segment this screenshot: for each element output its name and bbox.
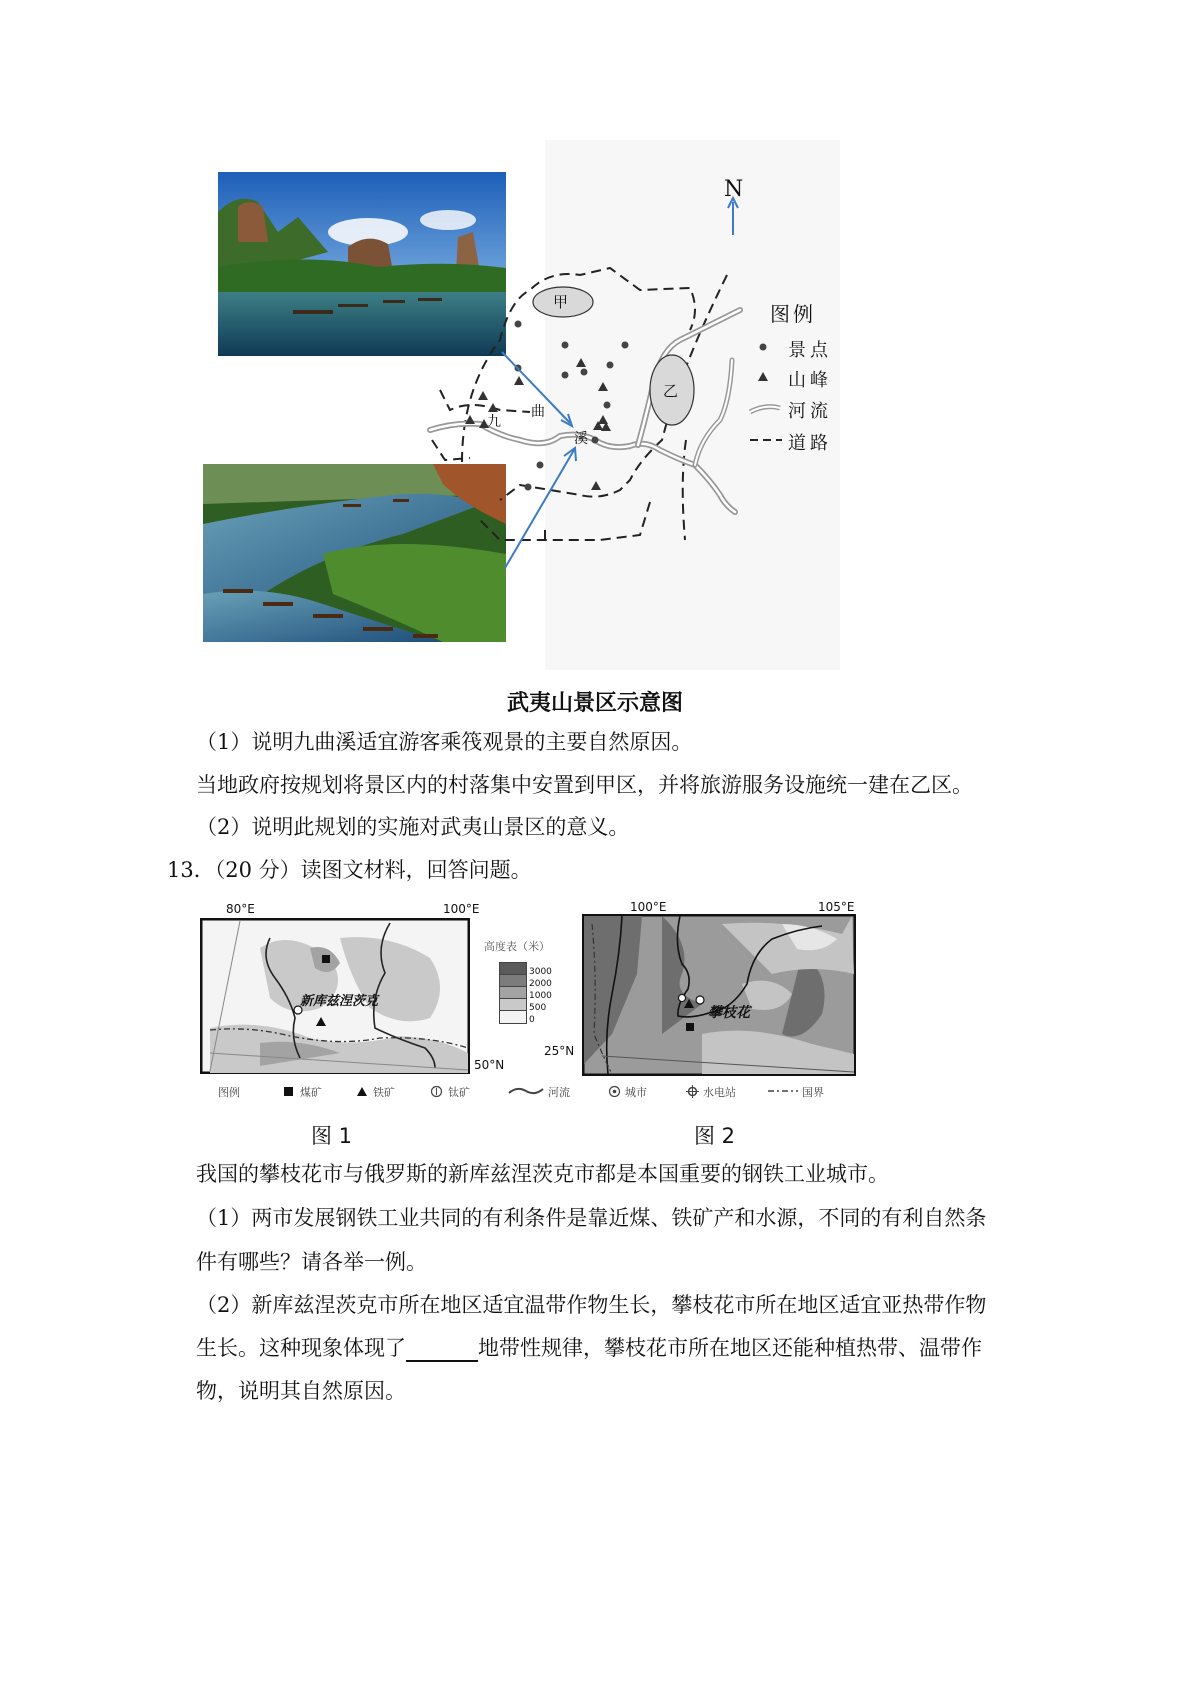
- river-legend-label: 河流: [548, 1086, 570, 1099]
- legend-peak: 山峰: [788, 370, 832, 391]
- border-legend-label: 国界: [802, 1086, 824, 1099]
- elevation-level-0: 0: [529, 1015, 535, 1025]
- maps-legend-title: 图例: [218, 1086, 240, 1099]
- q13-part2-line1: （2）新库兹涅茨克市所在地区适宜温带作物生长，攀枝花市所在地区适宜亚热带作物: [196, 1293, 987, 1317]
- area-yi-label: 乙: [663, 382, 679, 400]
- border-legend-icon: [768, 1086, 798, 1096]
- fig2-city-label: 攀枝花: [708, 1005, 750, 1021]
- coal-legend-label: 煤矿: [300, 1086, 322, 1099]
- q13-part2-line2: [196, 1334, 982, 1362]
- fig2-lat: 25°N: [544, 1044, 575, 1058]
- q13-part2-line2-start: 生长。这种现象体现了: [196, 1336, 406, 1360]
- q12-statement: 当地政府按规划将景区内的村落集中安置到甲区，并将旅游服务设施统一建在乙区。: [196, 773, 973, 797]
- elevation-legend: [499, 962, 571, 1024]
- q12-part2: （2）说明此规划的实施对武夷山景区的意义。: [196, 815, 630, 839]
- q13-intro: 我国的攀枝花市与俄罗斯的新库兹涅茨克市都是本国重要的钢铁工业城市。: [196, 1162, 889, 1186]
- elevation-level-3000: 3000: [529, 967, 552, 977]
- q13-part2-line2-end: 地带性规律，攀枝花市所在地区还能种植热带、温带作: [478, 1336, 982, 1360]
- map-figure-2: [582, 914, 856, 1076]
- answer-blank[interactable]: [406, 1342, 478, 1362]
- coal-legend-icon: [284, 1087, 293, 1096]
- coal-mine-icon: [322, 955, 330, 963]
- area-jia-label: 甲: [553, 293, 569, 311]
- scenic-area-map: [200, 140, 845, 670]
- fig1-city-label: 新库兹涅茨克: [300, 994, 379, 1009]
- q12-part1: （1）说明九曲溪适宜游客乘筏观景的主要自然原因。: [196, 730, 693, 754]
- titanium-mine-icon-fig2: [679, 995, 686, 1002]
- fig2-lon-left: 100°E: [630, 900, 667, 914]
- elevation-level-2000: 2000: [529, 979, 552, 989]
- elevation-level-1000: 1000: [529, 991, 552, 1001]
- river-legend-icon: [508, 1085, 544, 1097]
- elevation-legend-title: 高度表（米）: [484, 940, 550, 953]
- fig1-caption: 图 1: [311, 1124, 353, 1148]
- elevation-level-500: 500: [529, 1003, 547, 1013]
- legend-scenic-spot: 景点: [788, 340, 832, 361]
- q13-part1-line1: （1）两市发展钢铁工业共同的有利条件是靠近煤、铁矿产和水源，不同的有利自然条: [196, 1206, 987, 1230]
- q13-header: 13．（20 分）读图文材料，回答问题。: [167, 858, 532, 882]
- wuyi-figure-title: 武夷山景区示意图: [507, 691, 684, 716]
- fig1-lon-right: 100°E: [443, 902, 480, 916]
- map-figure-1: [200, 918, 470, 1074]
- titanium-legend-icon: [430, 1085, 443, 1098]
- compass-north-label: N: [724, 177, 744, 202]
- fig1-lat: 50°N: [474, 1058, 505, 1072]
- river-label-char-3: 溪: [574, 431, 588, 447]
- iron-legend-label: 铁矿: [373, 1086, 395, 1099]
- city-legend-icon: [608, 1085, 621, 1098]
- legend-title: 图例: [770, 302, 816, 326]
- fig2-caption: 图 2: [694, 1124, 736, 1148]
- hydropower-legend-icon: [686, 1085, 699, 1098]
- city-legend-label: 城市: [625, 1086, 647, 1099]
- fig1-lon-left: 80°E: [226, 902, 255, 916]
- hydropower-legend-label: 水电站: [703, 1086, 736, 1099]
- river-label-char-2: 曲: [531, 404, 545, 420]
- fig2-lon-right: 105°E: [818, 900, 855, 914]
- maps-legend-row: [218, 1082, 848, 1102]
- coal-mine-icon-fig2: [686, 1023, 694, 1031]
- legend-river: 河流: [788, 401, 832, 422]
- titanium-legend-label: 钛矿: [448, 1086, 470, 1099]
- city-icon-fig2: [696, 996, 704, 1004]
- elevation-swatch-0: [499, 1010, 527, 1024]
- wuyi-figure: [200, 140, 845, 670]
- river-label-char-1: 九: [487, 414, 501, 430]
- q13-part2-line3: 物，说明其自然原因。: [196, 1379, 406, 1403]
- iron-legend-icon: [356, 1086, 368, 1097]
- legend-road: 道路: [788, 433, 832, 454]
- q13-part1-line2: 件有哪些？请各举一例。: [196, 1250, 427, 1274]
